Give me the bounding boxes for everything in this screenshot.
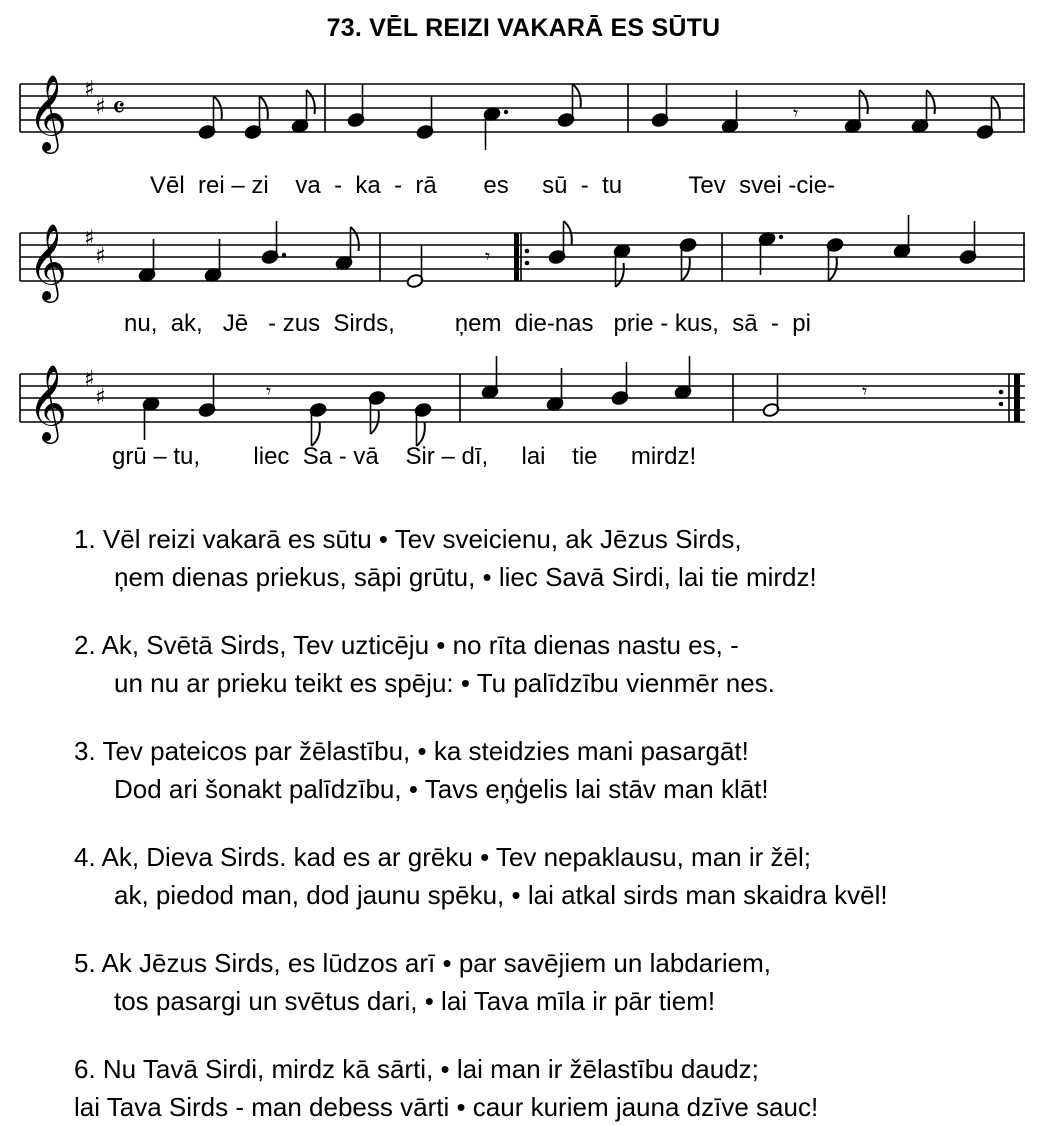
staff-system-1	[20, 84, 1025, 132]
final-bar	[1014, 374, 1020, 422]
verse-line: 5. Ak Jēzus Sirds, es lūdzos arī • par savējiem un labdariem,	[74, 948, 771, 978]
verse-line: ņem dienas priekus, sāpi grūtu, • liec Savā Sirdi, lai tie mirdz!	[114, 562, 817, 592]
verses	[74, 520, 888, 1126]
sharp-icon: ♯	[84, 77, 95, 102]
verse-1	[74, 520, 888, 596]
verse-line: lai Tava Sirds - man debess vārti • caur kuriem jauna dzīve sauc!	[74, 1092, 819, 1122]
verse-line: 6. Nu Tavā Sirdi, mirdz kā sārti, • lai man ir žēlastību daudz;	[74, 1054, 759, 1084]
verse-line: un nu ar prieku teikt es spēju: • Tu palīdzību vienmēr nes.	[114, 668, 775, 698]
common-time-icon: 𝄴	[112, 91, 126, 126]
eighth-rest-icon: 𝄾	[266, 379, 272, 403]
repeat-start-bar	[514, 233, 519, 281]
eighth-rest-icon: 𝄾	[793, 101, 799, 125]
lyrics-line-1: Vēl rei – zi va - ka - rā es sū - tu Tev svei -cie-	[150, 172, 836, 199]
treble-clef-icon: 𝄞	[28, 74, 68, 151]
eighth-rest-icon: 𝄾	[485, 244, 491, 268]
verse-2	[74, 626, 888, 702]
verse-5	[74, 944, 888, 1020]
song-title: 73. VĒL REIZI VAKARĀ ES SŪTU	[326, 14, 721, 42]
lyrics-line-2: nu, ak, Jē - zus Sirds, ņem die-nas prie - kus, sā - pi	[124, 310, 811, 337]
staff-system-2	[20, 233, 1025, 281]
sharp-icon: ♯	[84, 367, 95, 392]
eighth-rest-icon: 𝄾	[862, 379, 868, 403]
music-score	[0, 0, 1047, 480]
verse-line: Dod ari šonakt palīdzību, • Tavs eņģelis lai stāv man klāt!	[114, 774, 769, 804]
verse-line: 4. Ak, Dieva Sirds. kad es ar grēku • Tev nepaklausu, man ir žēl;	[74, 842, 811, 872]
verse-line: tos pasargi un svētus dari, • lai Tava mīla ir pār tiem!	[114, 986, 716, 1016]
treble-clef-icon: 𝄞	[28, 223, 68, 300]
treble-clef-icon: 𝄞	[28, 364, 68, 441]
verse-line: 2. Ak, Svētā Sirds, Tev uzticēju • no rīta dienas nastu es, -	[74, 630, 739, 660]
verse-line: ak, piedod man, dod jaunu spēku, • lai atkal sirds man skaidra kvēl!	[114, 880, 888, 910]
staff-system-3	[20, 374, 1025, 422]
verse-4	[74, 838, 888, 914]
verse-line: 1. Vēl reizi vakarā es sūtu • Tev sveicienu, ak Jēzus Sirds,	[74, 524, 742, 554]
verse-line: 3. Tev pateicos par žēlastību, • ka steidzies mani pasargāt!	[74, 736, 749, 766]
verse-6	[74, 1050, 888, 1126]
sharp-icon: ♯	[95, 244, 106, 269]
sharp-icon: ♯	[95, 385, 106, 410]
verse-3	[74, 732, 888, 808]
sharp-icon: ♯	[84, 226, 95, 251]
lyrics-line-3: grū – tu, liec Sa - vā Sir – dī, lai tie mirdz!	[112, 443, 697, 470]
sharp-icon: ♯	[95, 95, 106, 120]
